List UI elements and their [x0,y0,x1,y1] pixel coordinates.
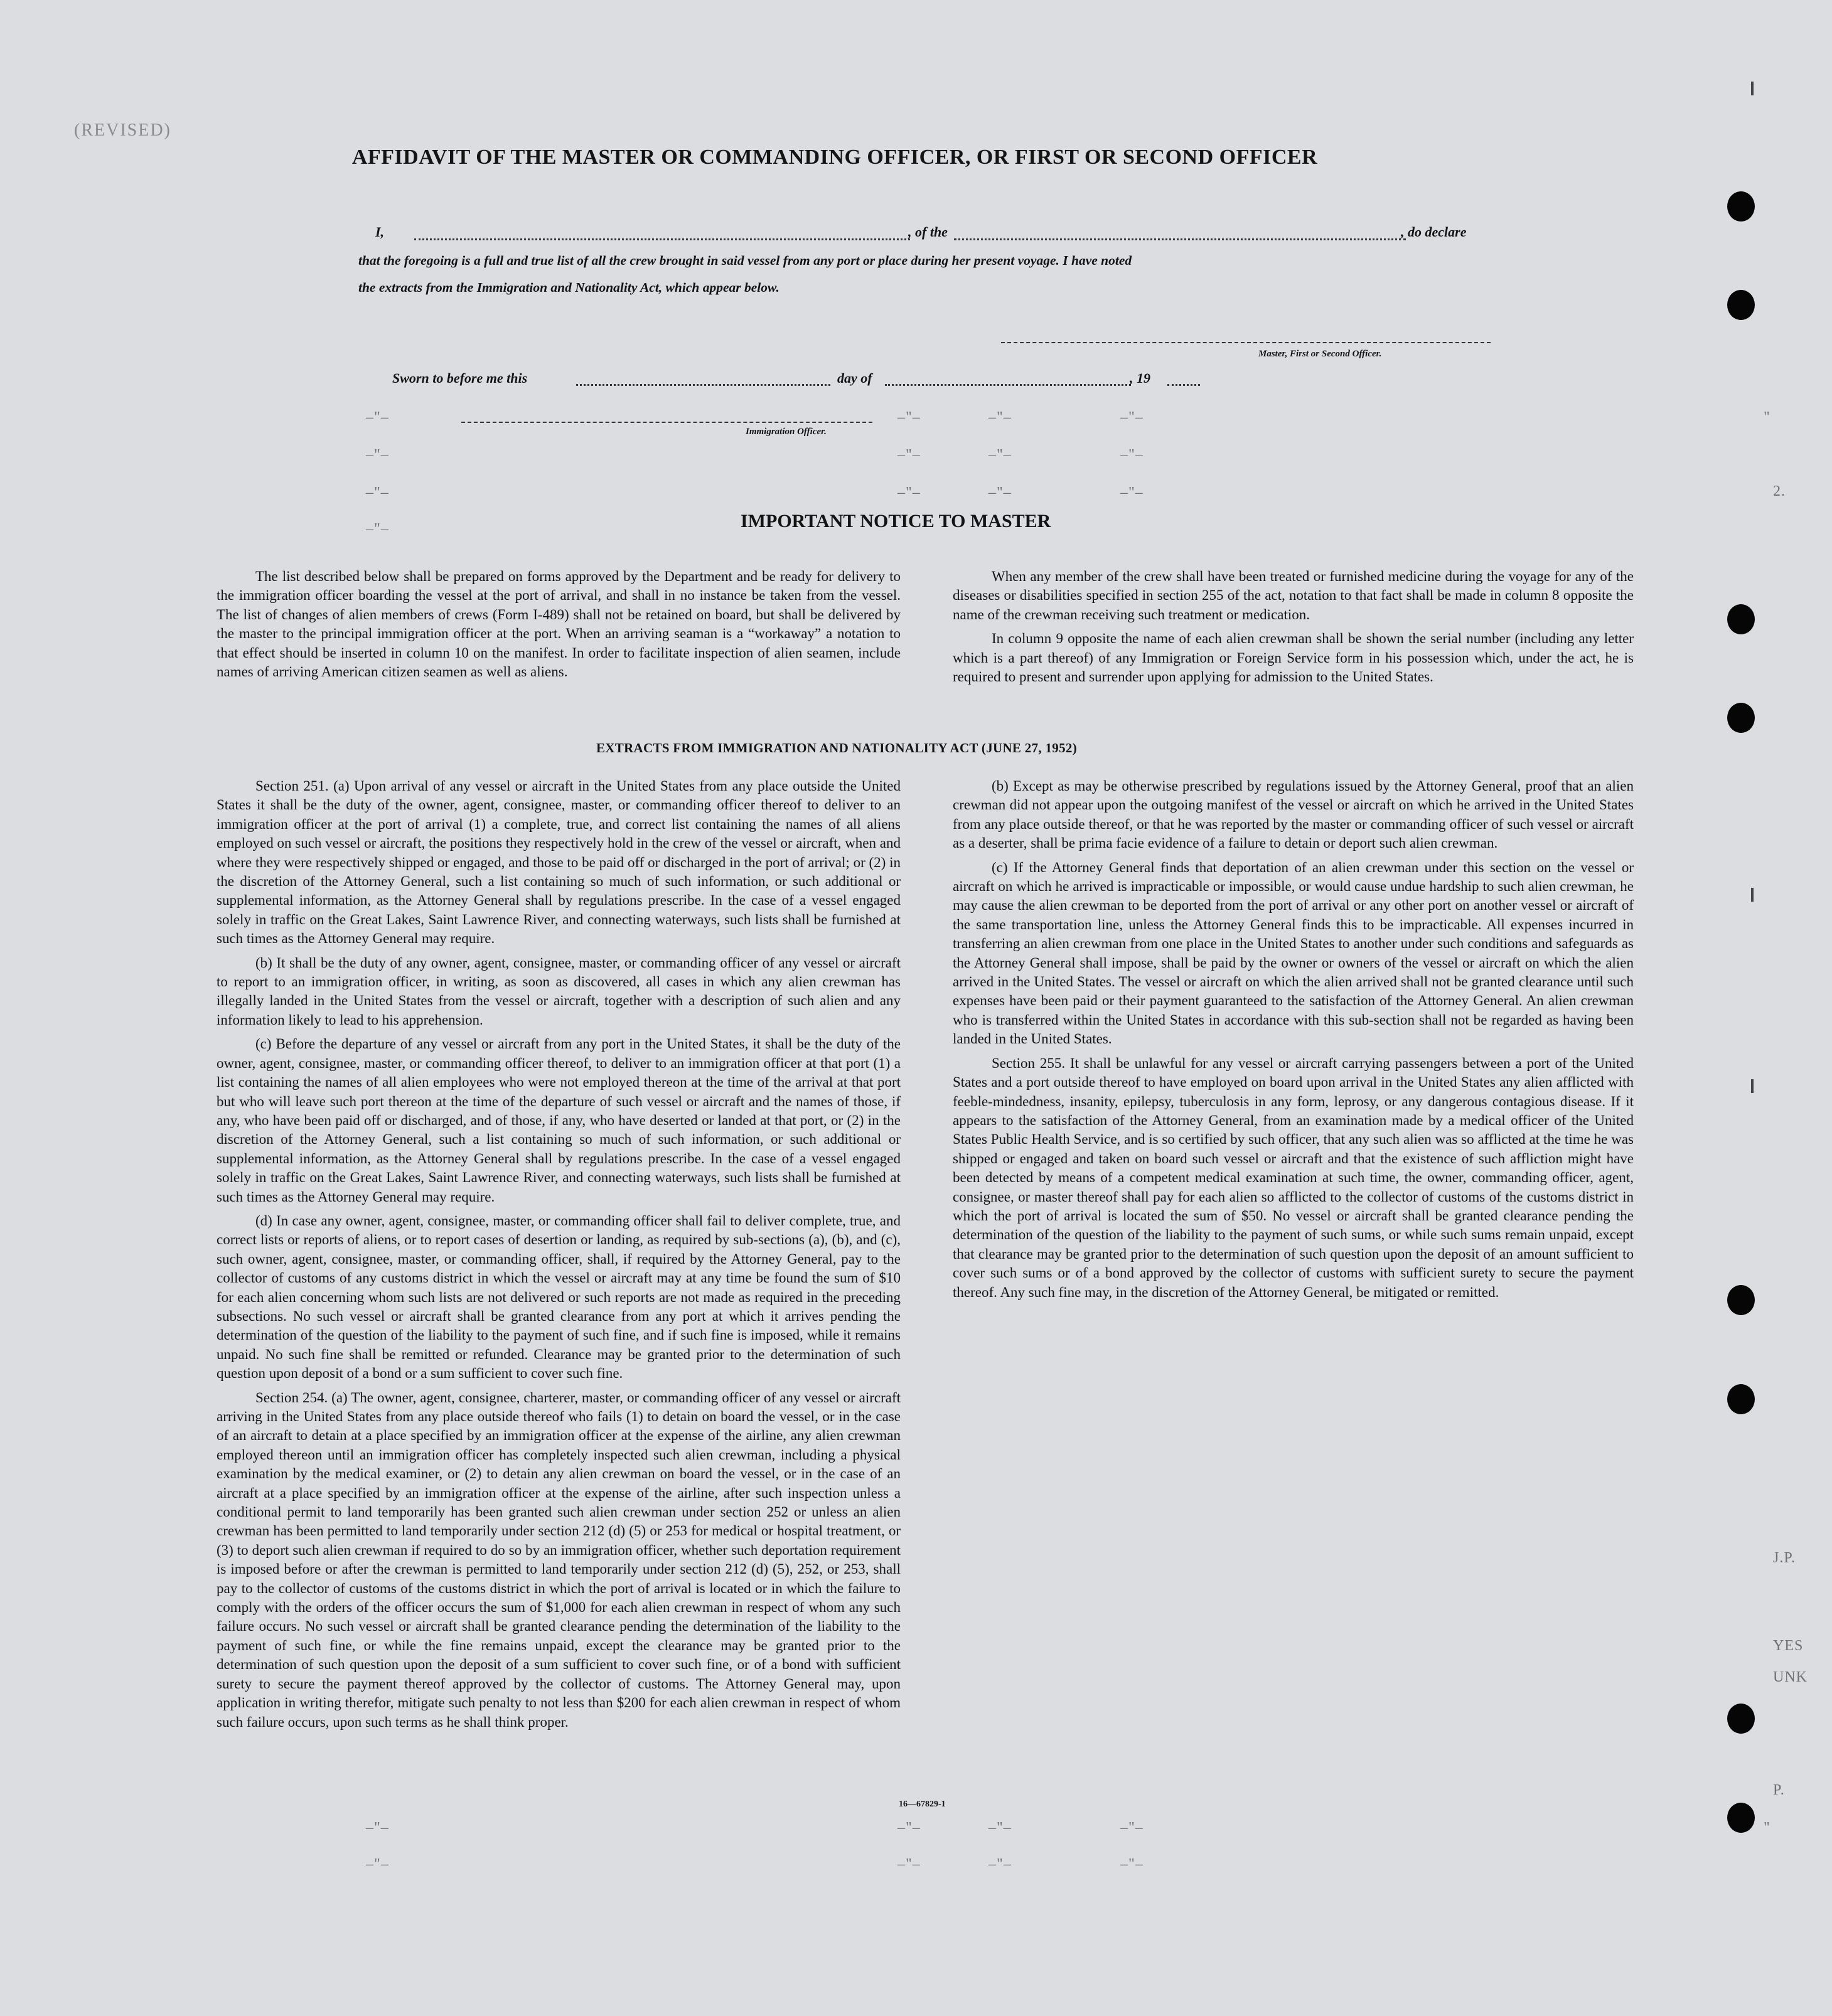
master-signature-line[interactable] [1001,342,1491,343]
ditto-mark: –"– [1120,1856,1144,1872]
ditto-mark: –"– [988,447,1012,463]
ditto-mark: –"– [897,484,921,501]
edge-mark [1751,888,1754,902]
vessel-field-line[interactable] [954,238,1406,240]
officer-signature-line[interactable] [461,422,872,423]
sworn-day-field-line[interactable] [576,384,830,386]
notice-paragraph: The list described below shall be prepared on forms approved by the Department and be ready for delivery to the immigration officer boarding the vessel at the port of arrival, and shall in no instance be taken from the vessel. The list of changes of alien members of crews (Form I-489) shall not be retained on board, but shall be delivered by the master to the principal immigration officer at the port. When an arriving seaman is a “workaway” a notation to that effect should be inserted in column 10 on the manifest. In order to facilitate inspection of alien seamen, include names of arriving American citizen seamen as well as aliens. [217,568,901,680]
ditto-mark: –"– [988,409,1012,425]
edge-fragment: J.P. [1773,1550,1796,1566]
section-255: Section 255. It shall be unlawful for any vessel or aircraft carrying passengers between a port of the United States and a port outside thereof to have employed on board upon arrival in the United States any alien afflicted with feeble-mindedness, insanity, epilepsy, tuberculosis in any form, leprosy, or any dangerous contagious disease. If it appears to the satisfaction of the Attorney General, from an examination made by a medical officer of the United States Public Health Service, and is so certified by such officer, that any such alien was so afflicted at the time he was shipped or engaged and taken on board such vessel or aircraft and that the existence of such affliction might have been detected by means of a competent medical examination at such time, the owner, commanding officer, agent, consignee, or master thereof shall pay for each alien so afflicted to the collector of customs of the customs district in which the port of arrival is located the sum of $50. No vessel or aircraft shall be granted clearance pending the determination of the question of the liability to the payment of such sums, or while such sums remain unpaid, except that clearance may be granted prior to the determination of such question upon the deposit of an amount sufficient to cover such sums or of a bond approved by the collector of customs with sufficient surety to secure the payment thereof. Any such fine may, in the discretion of the Attorney General, be mitigated or remitted. [953,1055,1634,1300]
ditto-mark: –"– [1120,484,1144,501]
punch-hole [1727,1704,1755,1734]
section-251-d: (d) In case any owner, agent, consignee, master, or commanding officer shall fail to deliver complete, true, and correct lists or reports of aliens, or to report cases of desertion or landing, as required by sub-sections (a), (b), and (c), such owner, agent, consignee, master, or commanding officer, shall, if required by the Attorney General, pay to the collector of customs of any customs district in which the vessel or aircraft may at any time be found the sum of $10 for each alien concerning whom such lists are not delivered or such reports are not made as required in the preceding subsections. No such vessel or aircraft shall be granted clearance from any port at which it arrives pending the determination of the question of the liability to the payment of such fine, and if such fine is imposed, while it remains unpaid. No such fine shall be remitted or refunded. Clearance may be granted prior to the determination of such question upon deposit of a bond or a sum sufficient to cover such fine. [217,1212,901,1382]
edge-mark [1751,82,1754,95]
section-254-a: Section 254. (a) The owner, agent, consignee, charterer, master, or commanding officer of any vessel or aircraft arriving in the United States from any place outside thereof who fails (1) to detain on board the vessel, or in the case of an aircraft to detain at a place specified by an immigration officer at the expense of the airline, any alien crewman employed thereon until an immigration officer has completely inspected such alien crewman, including a physical examination by the medical examiner, or (2) to detain any alien crewman on board the vessel, or in the case of an aircraft at a place specified by an immigration officer at the expense of the airline, after such inspection unless a conditional permit to land temporarily has been granted such alien crewman under section 252 or unless an alien crewman has been permitted to land temporarily under section 212 (d) (5) or 253 for medical or hospital treatment, or (3) to deport such alien crewman if required to do so by an immigration officer, whether such deportation requirement is imposed before or after the crewman is permitted to land temporarily under section 212 (d) (5), 252, or 253, shall pay to the collector of customs of the customs district in which the port of arrival is located or in which the failure to comply with the orders of the officer occurs the sum of $1,000 for each alien crewman in respect of whom any such failure occurs. No such vessel or aircraft shall be granted clearance pending the determination of the liability to the payment of such fine, or while the fine remains unpaid, except the clearance may be granted prior to the determination of such question upon the deposit of a sum sufficient to cover such fine, or of a bond with sufficient surety to secure the payment thereof approved by the collector of customs. The Attorney General may, upon application in writing therefor, mitigate such penalty to not less than $200 for each alien crewman in respect of whom such failure occurs, upon such terms as he shall think proper. [217,1389,901,1730]
ditto-mark: " [1764,1820,1770,1836]
extracts-right-column [953,777,1634,1307]
decl-i-label: I, [375,224,385,240]
ditto-mark: –"– [897,447,921,463]
ditto-mark: –"– [366,1856,389,1872]
name-field-line[interactable] [414,238,910,240]
form-code: 16—67829-1 [899,1800,946,1809]
ditto-mark: –"– [366,521,389,537]
ditto-mark: –"– [1120,1820,1144,1836]
punch-hole [1727,703,1755,733]
extracts-left-column [217,777,901,1737]
ditto-mark: –"– [897,409,921,425]
section-254-b: (b) Except as may be otherwise prescribed by regulations issued by the Attorney General, proof that an alien crewman did not appear upon the outgoing manifest of the vessel or aircraft on which he arrived in the United States from any place outside thereof, or that he was reported by the master or commanding officer of such vessel or aircraft as a deserter, shall be prima facie evidence of a failure to detain or deport such alien crewman. [953,778,1634,851]
ditto-mark: –"– [1120,447,1144,463]
ditto-mark: –"– [1120,409,1144,425]
ditto-mark: –"– [366,484,389,501]
edge-fragment: 2. [1773,483,1786,499]
decl-line-2: that the foregoing is a full and true list of all the crew brought in said vessel from any port or place during her present voyage. I have noted [358,253,1132,268]
year-label: , 19 [1130,370,1150,386]
section-251-b: (b) It shall be the duty of any owner, agent, consignee, master, or commanding officer of any vessel or aircraft to report to an immigration officer, in writing, as soon as discovered, all cases in which any alien crewman has illegally landed in the United States from the vessel or aircraft, together with a description of such alien and any information likely to lead to his apprehension. [217,954,901,1028]
master-signature-label: Master, First or Second Officer. [1258,349,1382,359]
ditto-mark: –"– [988,1820,1012,1836]
sworn-label: Sworn to before me this [392,370,528,386]
punch-hole [1727,604,1755,634]
edge-mark [1751,1079,1754,1093]
notice-heading: IMPORTANT NOTICE TO MASTER [741,511,1051,531]
corner-note: (REVISED) [74,120,171,140]
edge-fragment: UNK [1773,1669,1808,1685]
section-251-a: Section 251. (a) Upon arrival of any vessel or aircraft in the United States from any place outside the United States it shall be the duty of the owner, agent, consignee, master, or commanding officer thereof to deliver to an immigration officer at the port of arrival (1) a complete, true, and correct list containing the names of all aliens employed on such vessel or aircraft, the positions they respectively hold in the crew of the vessel or aircraft, when and where they were respectively shipped or engaged, and those to be paid off or discharged in the port of arrival; or (2) in the discretion of the Attorney General, such a list containing so much of such information, or such additional or supplemental information, as the Attorney General shall by regulations prescribe. In the case of a vessel engaged solely in traffic on the Great Lakes, Saint Lawrence River, and connecting waterways, such lists shall be furnished at such times as the Attorney General may require. [217,778,901,947]
notice-left-column [217,567,901,686]
notice-paragraph: When any member of the crew shall have been treated or furnished medicine during the voyage for any of the diseases or disabilities specified in section 255 of the act, notation to that fact shall be made in column 8 opposite the name of the crewman receiving such treatment or medication. [953,568,1634,622]
punch-hole [1727,290,1755,320]
section-251-c: (c) Before the departure of any vessel or aircraft from any port in the United States, it shall be the duty of the owner, agent, consignee, master, or commanding officer thereof, to deliver to an immigration officer at that port (1) a list containing the names of all alien employees who were not employed thereon at the time of the arrival at that port but who will leave such port thereon at the time of the departure of such vessel or aircraft and the names of those, if any, who have been paid off or discharged, and of those, if any, who have deserted or landed at that port, or (2) in the discretion of the Attorney General, such a list containing so much of such information, or such additional or supplemental information, as the Attorney General shall by regulations prescribe. In the case of a vessel engaged solely in traffic on the Great Lakes, Saint Lawrence River, and connecting waterways, such lists shall be furnished at such times as the Attorney General may require. [217,1036,901,1205]
extracts-heading: EXTRACTS FROM IMMIGRATION AND NATIONALITY ACT (JUNE 27, 1952) [596,740,1077,755]
punch-hole [1727,1285,1755,1315]
notice-paragraph: In column 9 opposite the name of each alien crewman shall be shown the serial number (including any letter which is a part thereof) of any Immigration or Foreign Service form in his possession which, under the act, he is required to present and surrender upon applying for admission to the United States. [953,631,1634,685]
sworn-year-field-line[interactable] [1167,384,1200,386]
ditto-mark: " [1764,409,1770,425]
section-254-c: (c) If the Attorney General finds that deportation of an alien crewman under this section on the vessel or aircraft on which he arrived is impracticable or impossible, or would cause undue hardship to such alien crewman, he may cause the alien crewman to be deported from the port of arrival or any other port on another vessel or aircraft of the same transportation line, unless the Attorney General finds this to be impracticable. All expenses incurred in transferring an alien crewman from one place in the United States to another under such conditions and safeguards as the Attorney General shall impose, shall be paid by the owner or owners of the vessel or aircraft on which the alien arrived in the United States. The vessel or aircraft on which the alien arrived shall not be granted clearance until such expenses have been paid or their payment guaranteed to the satisfaction of the Attorney General. An alien crewman who is transferred within the United States in accordance with this sub-section shall not be regarded as having been landed in the United States. [953,859,1634,1047]
officer-signature-label: Immigration Officer. [746,427,827,437]
notice-right-column [953,567,1634,691]
decl-line-3: the extracts from the Immigration and Nationality Act, which appear below. [358,280,779,295]
decl-do-declare-label: , do declare [1401,224,1467,240]
sworn-month-field-line[interactable] [885,384,1131,386]
document-title: AFFIDAVIT OF THE MASTER OR COMMANDING OFFICER, OR FIRST OR SECOND OFFICER [351,146,1318,169]
ditto-mark: –"– [366,409,389,425]
ditto-mark: –"– [897,1820,921,1836]
ditto-mark: –"– [988,484,1012,501]
punch-hole [1727,1803,1755,1833]
edge-fragment: P. [1773,1782,1785,1798]
ditto-mark: –"– [988,1856,1012,1872]
day-of-label: day of [837,370,872,386]
punch-hole [1727,191,1755,221]
ditto-mark: –"– [366,447,389,463]
punch-hole [1727,1384,1755,1414]
edge-fragment: YES [1773,1638,1804,1654]
ditto-mark: –"– [897,1856,921,1872]
decl-of-the-label: , of the [908,224,948,240]
ditto-mark: –"– [366,1820,389,1836]
